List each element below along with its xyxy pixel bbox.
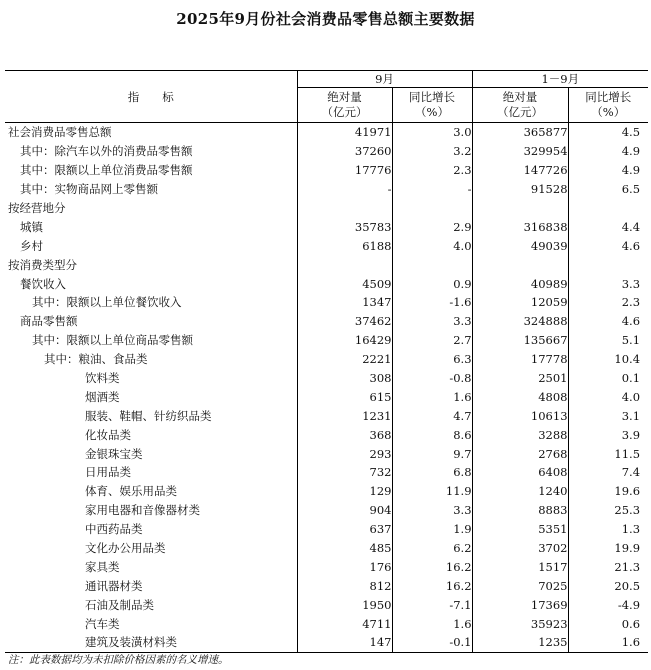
header-yoy-unit: （%） xyxy=(591,105,626,119)
cell-ytd-abs: 4808 xyxy=(472,387,568,406)
cell-sep-yoy: 6.3 xyxy=(392,350,472,369)
row-name: 其中：粮油、食品类 xyxy=(44,352,148,367)
cell-sep-abs: 2221 xyxy=(297,350,392,369)
header-indicator: 指 标 xyxy=(5,71,297,123)
cell-sep-abs: 1231 xyxy=(297,406,392,425)
cell-ytd-yoy: 4.9 xyxy=(568,161,648,180)
cell-sep-abs xyxy=(297,255,392,274)
table-row xyxy=(5,255,648,274)
cell-sep-abs: 4509 xyxy=(297,274,392,293)
row-name: 其中：实物商品网上零售额 xyxy=(20,182,158,197)
cell-ytd-yoy: 4.6 xyxy=(568,312,648,331)
table-row xyxy=(5,274,648,293)
cell-sep-abs: 615 xyxy=(297,387,392,406)
table-row xyxy=(5,142,648,161)
cell-sep-abs: 1950 xyxy=(297,595,392,614)
header-yoy-unit: （%） xyxy=(415,105,449,119)
cell-sep-yoy: 0.9 xyxy=(392,274,472,293)
cell-ytd-yoy: 4.9 xyxy=(568,142,648,161)
cell-ytd-abs: 10613 xyxy=(472,406,568,425)
table-row xyxy=(5,633,648,652)
header-abs-unit: （亿元） xyxy=(497,105,544,119)
cell-sep-abs: 293 xyxy=(297,444,392,463)
cell-ytd-yoy: 0.6 xyxy=(568,614,648,633)
cell-sep-yoy xyxy=(392,199,472,218)
cell-sep-abs: 1347 xyxy=(297,293,392,312)
table-row xyxy=(5,236,648,255)
cell-sep-yoy: 2.9 xyxy=(392,217,472,236)
table-row xyxy=(5,180,648,199)
row-name: 其中：除汽车以外的消费品零售额 xyxy=(20,144,193,159)
row-name: 金银珠宝类 xyxy=(85,446,143,461)
cell-ytd-abs xyxy=(472,255,568,274)
cell-sep-abs: 4711 xyxy=(297,614,392,633)
cell-ytd-yoy: -4.9 xyxy=(568,595,648,614)
cell-sep-abs: 37462 xyxy=(297,312,392,331)
cell-sep-yoy: 4.7 xyxy=(392,406,472,425)
header-yoy-label: 同比增长 xyxy=(585,90,632,104)
cell-ytd-yoy: 25.3 xyxy=(568,501,648,520)
cell-ytd-yoy: 5.1 xyxy=(568,331,648,350)
cell-sep-yoy: 3.0 xyxy=(392,123,472,142)
cell-ytd-abs: 17369 xyxy=(472,595,568,614)
cell-ytd-abs: 49039 xyxy=(472,236,568,255)
cell-sep-yoy: 1.6 xyxy=(392,614,472,633)
cell-ytd-abs: 12059 xyxy=(472,293,568,312)
table-row xyxy=(5,482,648,501)
row-name: 文化办公用品类 xyxy=(85,541,166,556)
cell-ytd-abs: 2768 xyxy=(472,444,568,463)
cell-ytd-abs: 1235 xyxy=(472,633,568,652)
table-row xyxy=(5,539,648,558)
table-row xyxy=(5,331,648,350)
cell-ytd-abs: 329954 xyxy=(472,142,568,161)
cell-sep-yoy: 9.7 xyxy=(392,444,472,463)
cell-ytd-yoy: 19.6 xyxy=(568,482,648,501)
table-row xyxy=(5,406,648,425)
table-row xyxy=(5,576,648,595)
cell-sep-yoy: 3.2 xyxy=(392,142,472,161)
cell-ytd-yoy xyxy=(568,255,648,274)
table-row xyxy=(5,595,648,614)
header-sep-abs xyxy=(297,88,392,123)
header-abs-unit: （亿元） xyxy=(321,105,368,119)
cell-sep-yoy: 6.8 xyxy=(392,463,472,482)
row-name: 乡村 xyxy=(20,238,43,253)
table-row xyxy=(5,501,648,520)
cell-sep-yoy: 11.9 xyxy=(392,482,472,501)
cell-ytd-abs: 365877 xyxy=(472,123,568,142)
cell-sep-yoy: 2.7 xyxy=(392,331,472,350)
cell-ytd-yoy xyxy=(568,199,648,218)
cell-ytd-abs: 324888 xyxy=(472,312,568,331)
table-body xyxy=(5,123,648,653)
cell-sep-yoy: 3.3 xyxy=(392,312,472,331)
cell-sep-abs: 732 xyxy=(297,463,392,482)
cell-ytd-yoy: 3.9 xyxy=(568,425,648,444)
row-name: 饮料类 xyxy=(85,371,120,386)
cell-sep-yoy: 8.6 xyxy=(392,425,472,444)
header-abs-label: 绝对量 xyxy=(502,90,538,104)
cell-ytd-abs: 6408 xyxy=(472,463,568,482)
cell-sep-yoy: 4.0 xyxy=(392,236,472,255)
cell-ytd-yoy: 10.4 xyxy=(568,350,648,369)
cell-ytd-yoy: 4.0 xyxy=(568,387,648,406)
header-ytd-yoy xyxy=(568,88,648,123)
cell-ytd-abs: 17778 xyxy=(472,350,568,369)
cell-ytd-abs: 5351 xyxy=(472,520,568,539)
row-name: 服装、鞋帽、针纺织品类 xyxy=(85,408,212,423)
cell-sep-abs: 17776 xyxy=(297,161,392,180)
cell-ytd-yoy: 4.4 xyxy=(568,217,648,236)
cell-ytd-abs: 316838 xyxy=(472,217,568,236)
header-sep-yoy xyxy=(392,88,472,123)
header-group-september: 9月 xyxy=(297,71,472,88)
cell-sep-abs: 129 xyxy=(297,482,392,501)
cell-sep-abs: 6188 xyxy=(297,236,392,255)
cell-ytd-abs: 3702 xyxy=(472,539,568,558)
row-name: 中西药品类 xyxy=(85,522,143,537)
row-name: 日用品类 xyxy=(85,465,131,480)
cell-sep-abs: 637 xyxy=(297,520,392,539)
table-row xyxy=(5,350,648,369)
row-name: 按经营地分 xyxy=(8,201,66,215)
cell-sep-abs: 485 xyxy=(297,539,392,558)
cell-sep-yoy: 16.2 xyxy=(392,557,472,576)
header-row-groups xyxy=(5,71,648,88)
cell-sep-yoy: 1.9 xyxy=(392,520,472,539)
row-name: 城镇 xyxy=(20,219,43,234)
cell-sep-yoy: 3.3 xyxy=(392,501,472,520)
cell-ytd-abs: 8883 xyxy=(472,501,568,520)
row-name: 通讯器材类 xyxy=(85,578,143,593)
table-row xyxy=(5,557,648,576)
row-name: 其中：限额以上单位商品零售额 xyxy=(32,333,193,348)
cell-sep-abs: 308 xyxy=(297,369,392,388)
cell-ytd-yoy: 0.1 xyxy=(568,369,648,388)
table-row xyxy=(5,369,648,388)
cell-ytd-yoy: 1.3 xyxy=(568,520,648,539)
table-row xyxy=(5,463,648,482)
row-name: 家具类 xyxy=(85,559,120,574)
cell-ytd-yoy: 20.5 xyxy=(568,576,648,595)
cell-sep-abs: 16429 xyxy=(297,331,392,350)
cell-sep-yoy: -1.6 xyxy=(392,293,472,312)
cell-ytd-abs: 7025 xyxy=(472,576,568,595)
cell-ytd-abs: 2501 xyxy=(472,369,568,388)
cell-ytd-abs: 35923 xyxy=(472,614,568,633)
retail-sales-table xyxy=(5,70,648,653)
cell-ytd-yoy: 2.3 xyxy=(568,293,648,312)
header-ytd-abs xyxy=(472,88,568,123)
cell-sep-yoy: 2.3 xyxy=(392,161,472,180)
table-row xyxy=(5,199,648,218)
cell-sep-abs: 176 xyxy=(297,557,392,576)
table-row xyxy=(5,293,648,312)
cell-sep-yoy: -0.1 xyxy=(392,633,472,652)
row-name: 社会消费品零售总额 xyxy=(8,125,112,140)
cell-ytd-abs: 91528 xyxy=(472,180,568,199)
table-row xyxy=(5,123,648,142)
cell-sep-yoy xyxy=(392,255,472,274)
cell-sep-abs: - xyxy=(297,180,392,199)
row-name: 其中：限额以上单位消费品零售额 xyxy=(20,163,193,178)
row-name: 按消费类型分 xyxy=(8,257,77,272)
cell-sep-yoy: 16.2 xyxy=(392,576,472,595)
cell-ytd-yoy: 19.9 xyxy=(568,539,648,558)
row-name: 商品零售额 xyxy=(20,314,78,329)
cell-sep-yoy: - xyxy=(392,180,472,199)
row-name: 建筑及装潢材料类 xyxy=(5,633,297,652)
cell-ytd-abs: 40989 xyxy=(472,274,568,293)
cell-ytd-yoy: 4.6 xyxy=(568,236,648,255)
row-name: 家用电器和音像器材类 xyxy=(85,503,200,518)
cell-ytd-yoy: 4.5 xyxy=(568,123,648,142)
cell-sep-yoy: 6.2 xyxy=(392,539,472,558)
cell-ytd-abs: 135667 xyxy=(472,331,568,350)
cell-ytd-abs xyxy=(472,199,568,218)
cell-sep-abs: 37260 xyxy=(297,142,392,161)
cell-ytd-abs: 3288 xyxy=(472,425,568,444)
table-row xyxy=(5,312,648,331)
page-title: 2025年9月份社会消费品零售总额主要数据 xyxy=(176,10,475,28)
footnote: 注：此表数据均为未扣除价格因素的名义增速。 xyxy=(8,654,229,666)
cell-ytd-yoy: 21.3 xyxy=(568,557,648,576)
table-row xyxy=(5,387,648,406)
header-abs-label: 绝对量 xyxy=(327,90,362,104)
table-row xyxy=(5,425,648,444)
row-name: 石油及制品类 xyxy=(85,597,154,612)
table-row xyxy=(5,614,648,633)
cell-ytd-yoy: 6.5 xyxy=(568,180,648,199)
cell-ytd-yoy: 1.6 xyxy=(568,633,648,652)
cell-ytd-yoy: 11.5 xyxy=(568,444,648,463)
cell-ytd-abs: 1517 xyxy=(472,557,568,576)
cell-sep-abs: 368 xyxy=(297,425,392,444)
cell-sep-abs xyxy=(297,199,392,218)
row-name: 汽车类 xyxy=(85,616,120,631)
cell-sep-yoy: 1.6 xyxy=(392,387,472,406)
header-yoy-label: 同比增长 xyxy=(409,90,455,104)
table-row xyxy=(5,444,648,463)
cell-sep-abs: 812 xyxy=(297,576,392,595)
row-name: 烟酒类 xyxy=(85,389,120,404)
cell-sep-abs: 904 xyxy=(297,501,392,520)
table-row xyxy=(5,217,648,236)
row-name: 化妆品类 xyxy=(85,427,131,442)
cell-sep-abs: 41971 xyxy=(297,123,392,142)
header-group-jan-sep: 1－9月 xyxy=(472,71,648,88)
cell-ytd-yoy: 3.1 xyxy=(568,406,648,425)
cell-sep-yoy: -7.1 xyxy=(392,595,472,614)
cell-sep-abs: 35783 xyxy=(297,217,392,236)
cell-ytd-yoy: 3.3 xyxy=(568,274,648,293)
cell-sep-yoy: -0.8 xyxy=(392,369,472,388)
row-name: 其中：限额以上单位餐饮收入 xyxy=(32,295,182,310)
row-name: 餐饮收入 xyxy=(20,276,66,291)
cell-ytd-abs: 1240 xyxy=(472,482,568,501)
table-row xyxy=(5,161,648,180)
row-name: 体育、娱乐用品类 xyxy=(85,484,177,499)
cell-sep-abs: 147 xyxy=(297,633,392,652)
cell-ytd-yoy: 7.4 xyxy=(568,463,648,482)
cell-ytd-abs: 147726 xyxy=(472,161,568,180)
table-row xyxy=(5,520,648,539)
